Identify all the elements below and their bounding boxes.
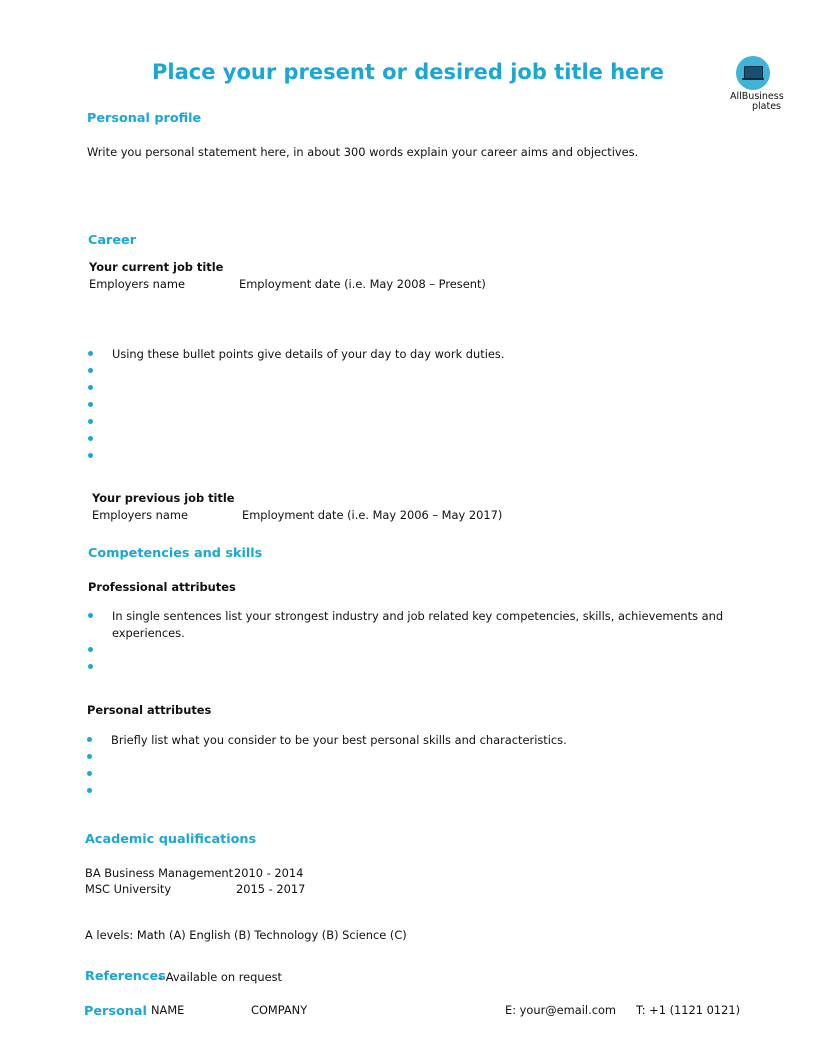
- career-heading: Career: [88, 233, 137, 248]
- page-title: Place your present or desired job title here: [152, 60, 664, 84]
- contact-phone: T: +1 (1121 0121): [636, 1003, 741, 1017]
- logo-line-1: AllBusiness: [730, 91, 784, 102]
- bullet-icon: [88, 368, 93, 373]
- bullet-icon: [88, 647, 93, 652]
- contact-email: E: your@email.com: [505, 1003, 617, 1017]
- bullet-icon: [88, 385, 93, 390]
- bullet-icon: [88, 419, 93, 424]
- contact-name: NAME: [151, 1003, 185, 1017]
- qualification-years: 2015 - 2017: [236, 882, 306, 896]
- professional-attributes-heading: Professional attributes: [88, 580, 236, 594]
- laptop-icon: [736, 56, 770, 90]
- bullet-icon: [88, 402, 93, 407]
- current-employment-date: Employment date (i.e. May 2008 – Present): [239, 277, 486, 291]
- competencies-heading: Competencies and skills: [88, 546, 263, 561]
- list-item: Using these bullet points give details of your day to day work duties.: [112, 347, 505, 361]
- qualification-degree: BA Business Management: [85, 866, 234, 880]
- bullet-icon: [88, 613, 93, 618]
- personal-profile-heading: Personal profile: [87, 111, 202, 126]
- list-item: In single sentences list your strongest industry and job related key competencies, skills, achievements and: [112, 609, 724, 623]
- bullet-icon: [88, 436, 93, 441]
- references-heading: References: [85, 969, 166, 984]
- academic-heading: Academic qualifications: [85, 832, 257, 847]
- previous-job-title: Your previous job title: [92, 491, 235, 505]
- contact-company: COMPANY: [251, 1003, 308, 1017]
- list-item-continuation: experiences.: [112, 626, 185, 640]
- bullet-icon: [88, 664, 93, 669]
- previous-employment-date: Employment date (i.e. May 2006 – May 2017): [242, 508, 503, 522]
- qualification-years: 2010 - 2014: [234, 866, 304, 880]
- logo-line-2: plates: [752, 101, 782, 112]
- previous-employer: Employers name: [92, 508, 188, 522]
- bullet-icon: [87, 788, 92, 793]
- a-levels: A levels: Math (A) English (B) Technology (B) Science (C): [85, 928, 407, 942]
- list-item: Briefly list what you consider to be your best personal skills and characteristics.: [111, 733, 567, 747]
- qualification-degree: MSC University: [85, 882, 172, 896]
- bullet-icon: [88, 453, 93, 458]
- logo-text: [730, 92, 790, 112]
- bullet-icon: [87, 737, 92, 742]
- references-text: - Available on request: [158, 970, 283, 984]
- personal-statement: Write you personal statement here, in about 300 words explain your career aims and objectives.: [87, 145, 639, 159]
- personal-heading: Personal: [84, 1004, 147, 1019]
- personal-attributes-heading: Personal attributes: [87, 703, 212, 717]
- bullet-icon: [87, 771, 92, 776]
- current-employer: Employers name: [89, 277, 185, 291]
- current-job-title: Your current job title: [89, 260, 224, 274]
- bullet-icon: [88, 351, 93, 356]
- bullet-icon: [87, 754, 92, 759]
